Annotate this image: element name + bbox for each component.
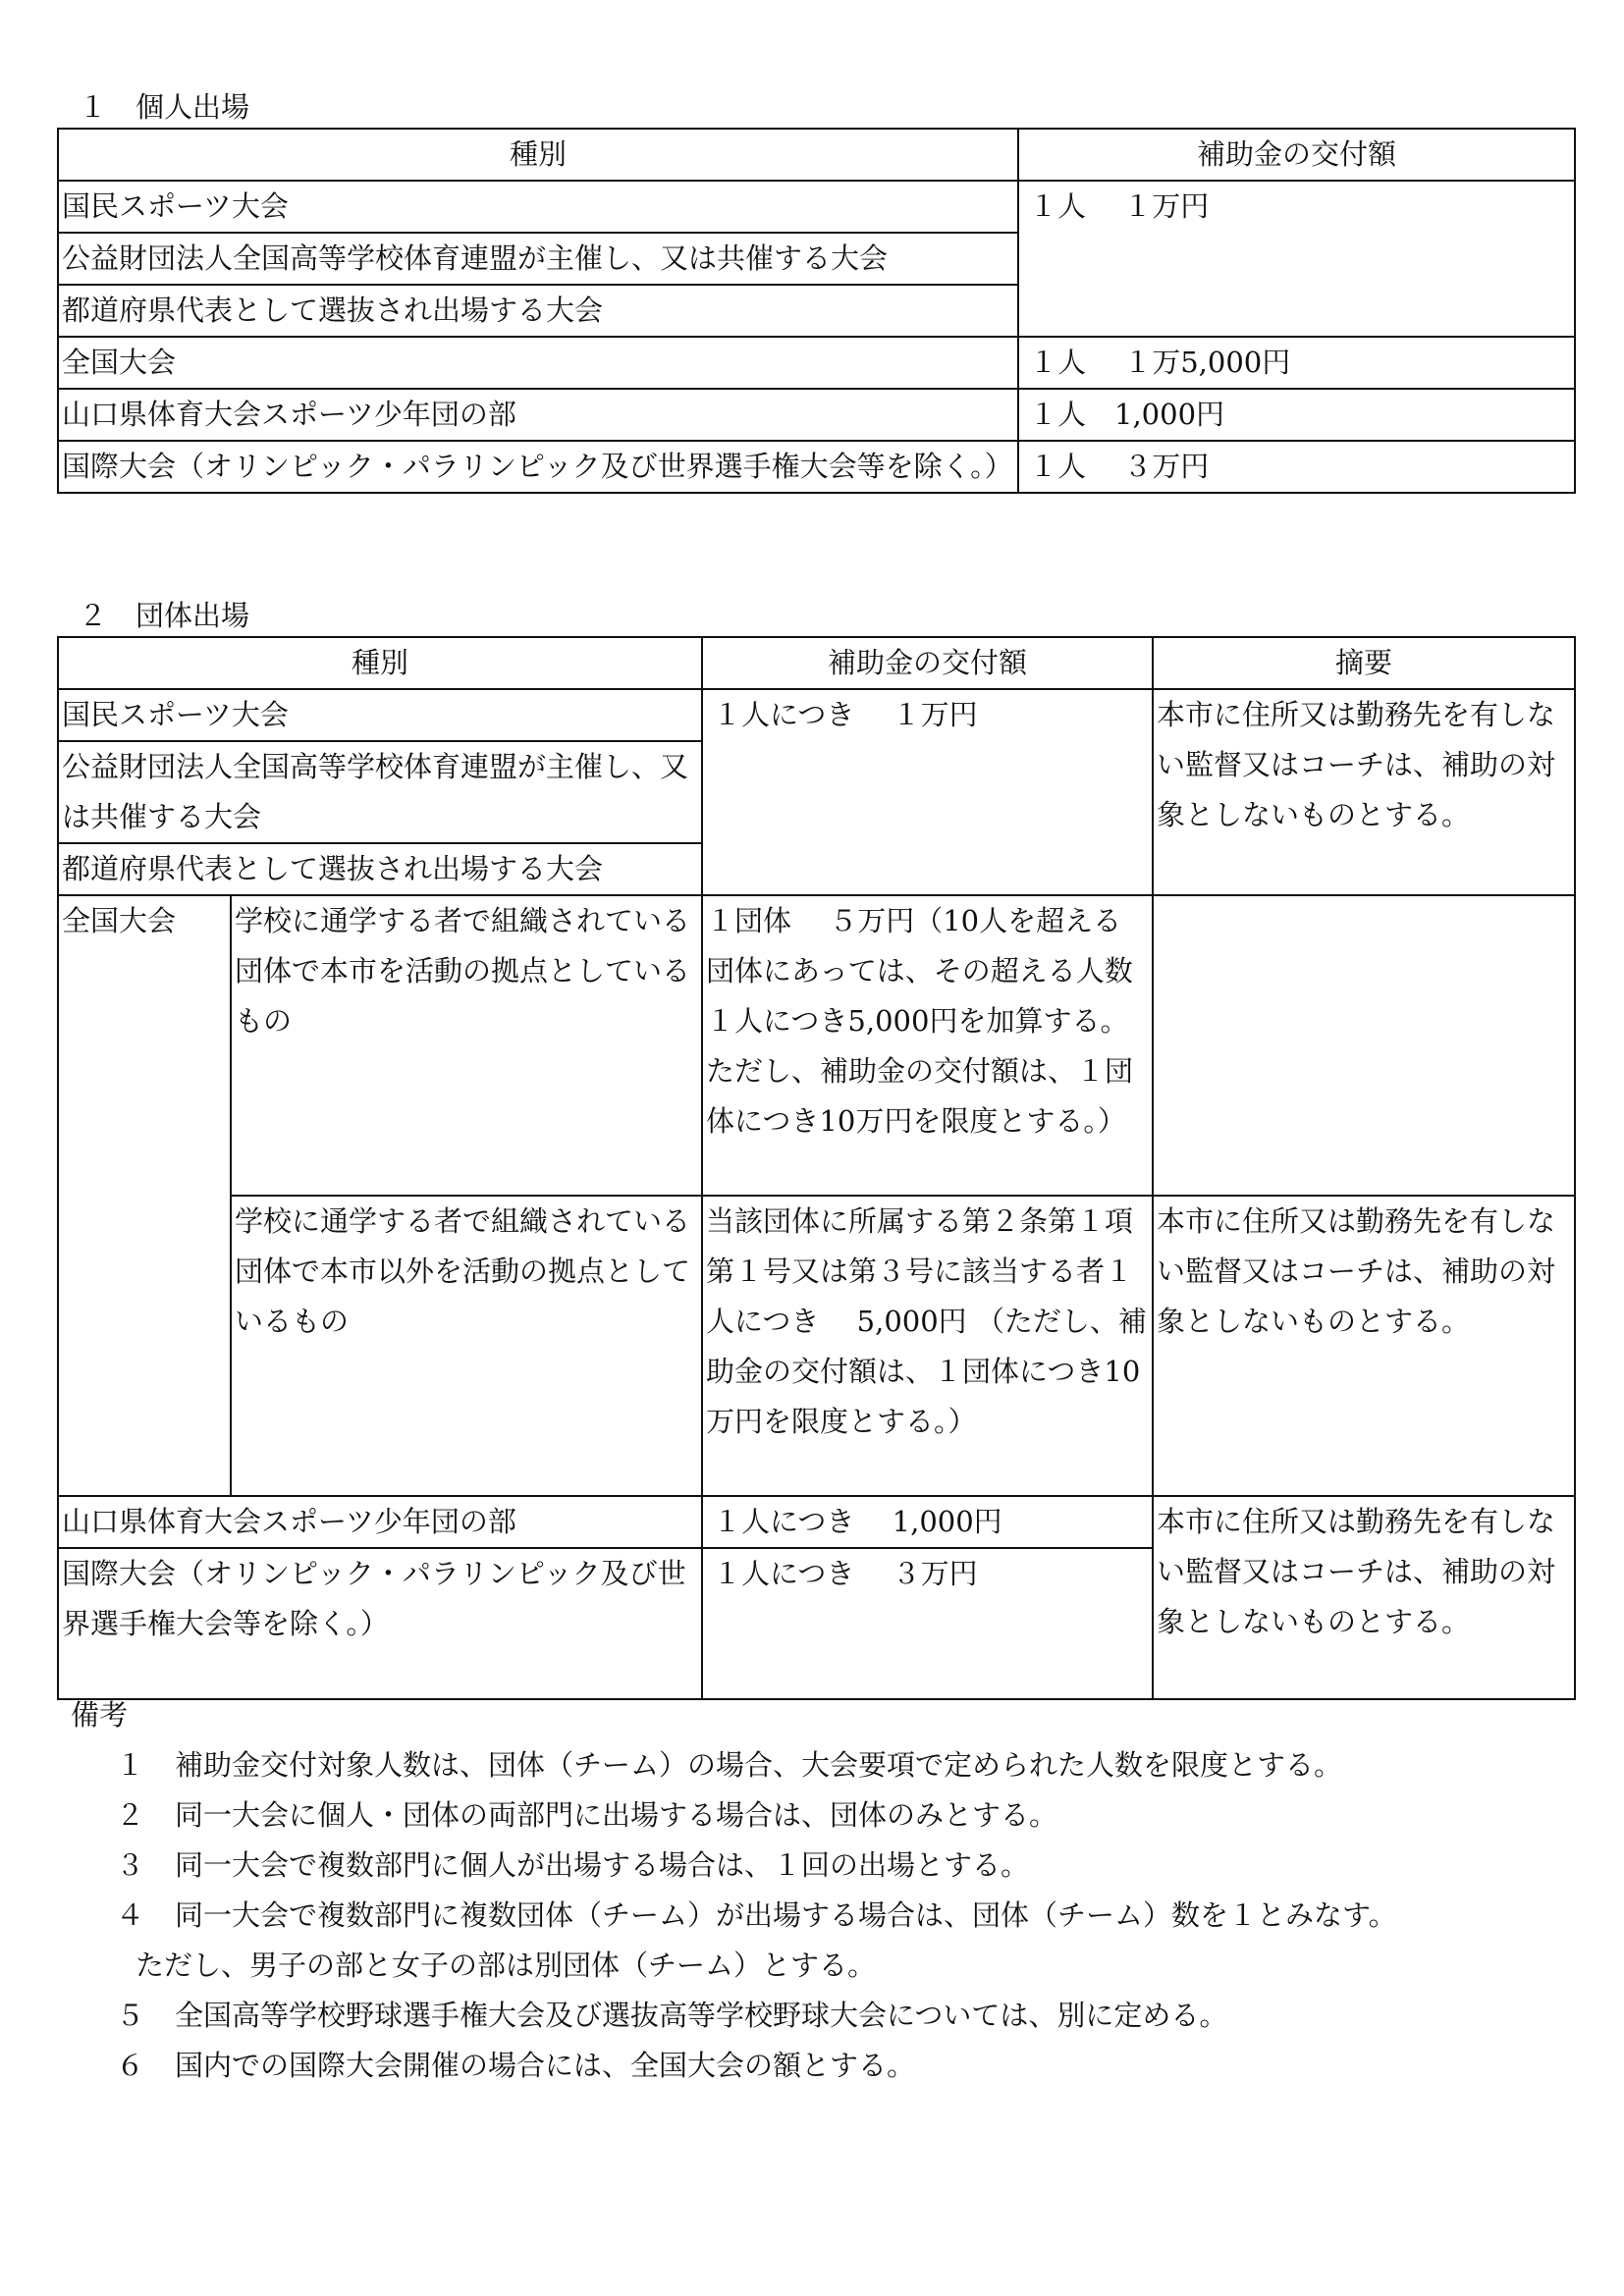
row-label: 公益財団法人全国高等学校体育連盟が主催し、又は共催する大会 — [58, 233, 1018, 285]
national-sub-label: 学校に通学する者で組織されている団体で本市を活動の拠点としているもの — [231, 895, 702, 1196]
section1-title: １ 個人出場 — [79, 90, 250, 124]
row-label: 都道府県代表として選抜され出場する大会 — [58, 285, 1018, 337]
note-text: 国内での国際大会開催の場合には、全国大会の額とする。 — [175, 2049, 916, 2082]
row-amount: １人につき 1,000円 — [702, 1496, 1153, 1548]
header-type: 種別 — [58, 637, 702, 689]
note-item — [71, 1891, 1602, 1941]
row-amount: １人につき ３万円 — [702, 1548, 1153, 1699]
note-number: ６ — [116, 2049, 145, 2082]
note-text: 同一大会で複数部門に個人が出場する場合は、１回の出場とする。 — [175, 1848, 1030, 1882]
note-number: ５ — [116, 1999, 145, 2032]
note-number: １ — [116, 1748, 145, 1782]
notes — [71, 1690, 1602, 2091]
note-text: 同一大会で複数部門に複数団体（チーム）が出場する場合は、団体（チーム）数を１とみなす。 — [175, 1898, 1397, 1932]
row-label: 都道府県代表として選抜され出場する大会 — [58, 843, 702, 895]
note-item — [71, 1740, 1602, 1790]
note-text: 補助金交付対象人数は、団体（チーム）の場合、大会要項で定められた人数を限度とする。 — [175, 1748, 1343, 1782]
note-continuation: ただし、男子の部と女子の部は別団体（チーム）とする。 — [135, 1949, 877, 1982]
note-text: 同一大会に個人・団体の両部門に出場する場合は、団体のみとする。 — [175, 1798, 1058, 1832]
national-label: 全国大会 — [58, 895, 231, 1496]
section2-title: ２ 団体出場 — [79, 599, 250, 632]
national-sub-label: 学校に通学する者で組織されている団体で本市以外を活動の拠点としているもの — [231, 1196, 702, 1496]
national-sub-remarks: 本市に住所又は勤務先を有しない監督又はコーチは、補助の対象としないものとする。 — [1153, 1196, 1575, 1496]
row-label: 国民スポーツ大会 — [58, 689, 702, 741]
row-amount: １人 1,000円 — [1018, 389, 1575, 441]
row-amount: １人 ３万円 — [1018, 441, 1575, 493]
row-label: 国際大会（オリンピック・パラリンピック及び世界選手権大会等を除く。） — [58, 441, 1018, 493]
header-remarks: 摘要 — [1153, 637, 1575, 689]
row-label: 公益財団法人全国高等学校体育連盟が主催し、又は共催する大会 — [58, 741, 702, 843]
individual-table — [57, 128, 1576, 494]
note-item — [71, 1841, 1602, 1891]
note-number: ３ — [116, 1848, 145, 1882]
row-label: 国民スポーツ大会 — [58, 181, 1018, 233]
national-sub-amount: １団体 ５万円（10人を超える団体にあっては、その超える人数１人につき5,000円を加算する。ただし、補助金の交付額は、１団体につき10万円を限度とする。） — [702, 895, 1153, 1196]
row-remarks: 本市に住所又は勤務先を有しない監督又はコーチは、補助の対象としないものとする。 — [1153, 689, 1575, 895]
note-item — [71, 1790, 1602, 1841]
national-sub-remarks — [1153, 895, 1575, 1196]
header-type: 種別 — [58, 129, 1018, 181]
note-item — [71, 2041, 1602, 2091]
row-amount: １人 １万5,000円 — [1018, 337, 1575, 389]
row-amount: １人につき １万円 — [702, 689, 1153, 895]
row-remarks: 本市に住所又は勤務先を有しない監督又はコーチは、補助の対象としないものとする。 — [1153, 1496, 1575, 1699]
row-amount: １人 １万円 — [1018, 181, 1575, 337]
row-label: 山口県体育大会スポーツ少年団の部 — [58, 1496, 702, 1548]
row-label: 国際大会（オリンピック・パラリンピック及び世界選手権大会等を除く。） — [58, 1548, 702, 1699]
group-table — [57, 636, 1576, 1700]
note-number: ２ — [116, 1798, 145, 1832]
header-amount: 補助金の交付額 — [702, 637, 1153, 689]
note-number: ４ — [116, 1898, 145, 1932]
notes-heading: 備考 — [71, 1698, 129, 1732]
header-amount: 補助金の交付額 — [1018, 129, 1575, 181]
note-item — [71, 1991, 1602, 2041]
row-label: 全国大会 — [58, 337, 1018, 389]
row-label: 山口県体育大会スポーツ少年団の部 — [58, 389, 1018, 441]
note-text: 全国高等学校野球選手権大会及び選抜高等学校野球大会については、別に定める。 — [175, 1999, 1228, 2032]
national-sub-amount: 当該団体に所属する第２条第１項第１号又は第３号に該当する者１人につき 5,000円 （ただし、補助金の交付額は、１団体につき10万円を限度とする。） — [702, 1196, 1153, 1496]
